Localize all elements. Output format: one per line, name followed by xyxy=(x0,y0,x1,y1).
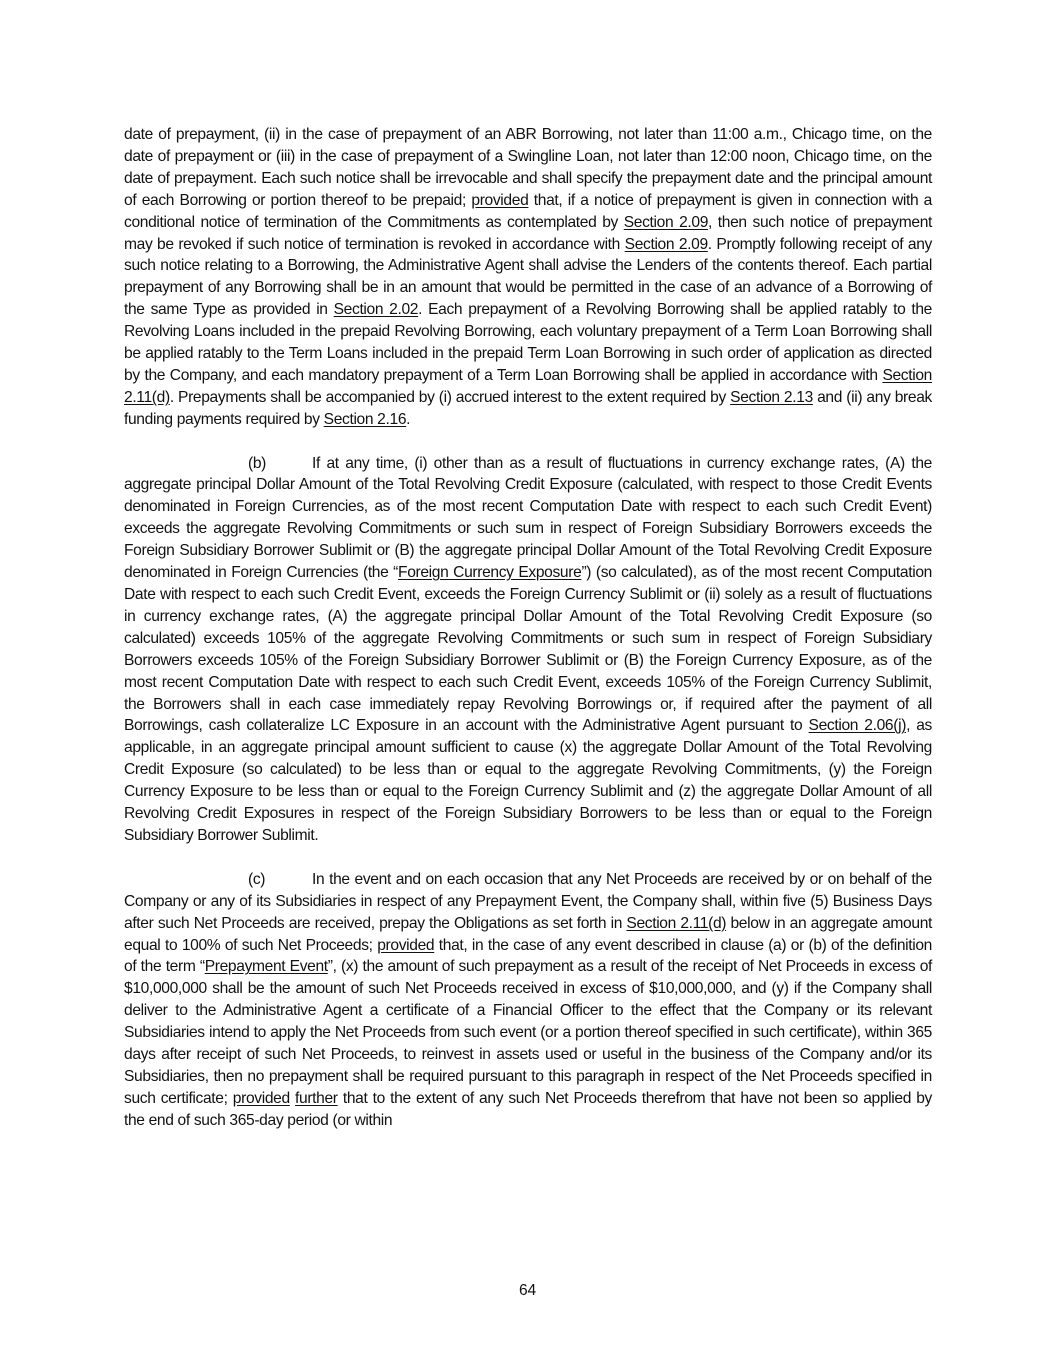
text-run: that to the extent of any such Net Proceeds therefrom that have not been so applied by the end of such 365-day period (or within xyxy=(124,1089,932,1129)
paragraph-label: (c) xyxy=(248,870,266,888)
page-number: 64 xyxy=(519,1282,536,1299)
section-reference: Section 2.16 xyxy=(323,410,407,428)
text-run: . Prepayments shall be accompanied by (i) accrued interest to the extent required by xyxy=(169,388,731,406)
defined-term: Prepayment Event xyxy=(204,958,328,976)
paragraph-label: (b) xyxy=(248,454,267,472)
underlined-term: provided xyxy=(377,936,435,954)
text-run: and (ii) any break funding payments required by xyxy=(124,388,932,428)
text-run: . Each prepayment of a Revolving Borrowing shall be applied ratably to the Revolving Loans included in the prepaid Revolving Borrowing, each voluntary prepayment of a Term Loan Borrowing shall be applied ratably to the Term Loans included in the prepaid Term Loan Borrowing in such order of application as directed by the Company, and each mandatory prepayment of a Term Loan Borrowing shall be applied in accordance with xyxy=(124,301,933,384)
text-run: ”) (so calculated), as of the most recent Computation Date with respect to each such Credit Event, exceeds the Foreign Currency Sublimit or (ii) solely as a result of fluctuations in currency exchange rates, (A) the aggregate principal Dollar Amount of the Total Revolving Credit Exposure (so calculated) exceeds 105% of the aggregate Revolving Commitments or such sum in respect of Foreign Subsidiary Borrowers exceeds 105% of the Foreign Subsidiary Borrower Sublimit or (B) the Foreign Currency Exposure, as of the most recent Computation Date with respect to each such Credit Event, exceeds 105% of the Foreign Currency Sublimit, the Borrowers shall in each case immediately repay Revolving Borrowings or, if required after the payment of all Borrowings, cash collateralize LC Exposure in an account with the Administrative Agent pursuant to xyxy=(124,564,932,735)
section-reference: Section 2.11(d) xyxy=(626,914,727,932)
paragraph-gap xyxy=(124,847,932,869)
section-reference: Section 2.13 xyxy=(730,388,813,406)
section-reference: Section 2.11(d) xyxy=(124,366,932,406)
text-run: , as applicable, in an aggregate principal amount sufficient to cause (x) the aggregate Dollar Amount of the Total Revolving Credit Exposure (so calculated) to be less than or equal to the aggregate Revolving Commitments, (y) the Foreign Currency Exposure to be less than or equal to the Foreign Currency Sublimit and (z) the aggregate Dollar Amount of all Revolving Credit Exposures in respect of the Foreign Subsidiary Borrowers to be less than or equal to the Foreign Subsidiary Borrower Sublimit. xyxy=(124,717,933,844)
section-reference: Section 2.09 xyxy=(623,213,709,231)
text-run: below in an aggregate amount equal to 100% of such Net Proceeds; xyxy=(124,914,933,954)
text-run: that, if a notice of prepayment is given in connection with a conditional notice of termination of the Commitments as contemplated by xyxy=(124,191,932,231)
defined-term: Foreign Currency Exposure xyxy=(398,564,582,582)
document-page xyxy=(124,124,932,1132)
text-run: that, in the case of any event described in clause (a) or (b) of the definition of the term “ xyxy=(124,936,932,976)
text-run: . xyxy=(406,410,411,428)
section-reference: Section 2.06(j) xyxy=(808,717,907,735)
text-run: If at any time, (i) other than as a result of fluctuations in currency exchange rates, (A) the aggregate principal Dollar Amount of the Total Revolving Credit Exposure (calculated, with respect to those Credit Events denominated in Foreign Currencies, as of the most recent Computation Date with respect to each such Credit Event) exceeds the aggregate Revolving Commitments or such sum in respect of Foreign Subsidiary Borrowers exceeds the Foreign Subsidiary Borrower Sublimit or (B) the aggregate principal Dollar Amount of the Total Revolving Credit Exposure denominated in Foreign Currencies (the “ xyxy=(124,454,932,582)
paragraph-gap xyxy=(124,431,932,453)
paragraph-c xyxy=(124,869,932,1132)
underlined-term: provided xyxy=(471,191,529,209)
underlined-term: provided xyxy=(232,1089,290,1107)
text-run: In the event and on each occasion that any Net Proceeds are received by or on behalf of the Company or any of its Subsidiaries in respect of any Prepayment Event, the Company shall, within five (5) Business Days after such Net Proceeds are received, prepay the Obligations as set forth in xyxy=(124,870,932,932)
paragraph-a-continued xyxy=(124,124,932,431)
text-run: ”, (x) the amount of such prepayment as a result of the receipt of Net Proceeds in excess of $10,000,000 shall be the amount of such Net Proceeds received in excess of $10,000,000, and (y) if the Company shall deliver to the Administrative Agent a certificate of a Financial Officer to the effect that the Company or its relevant Subsidiaries intend to apply the Net Proceeds from such event (or a portion thereof specified in such certificate), within 365 days after receipt of such Net Proceeds, to reinvest in assets used or useful in the business of the Company and/or its Subsidiaries, then no prepayment shall be required pursuant to this paragraph in respect of the Net Proceeds specified in such certificate; xyxy=(124,958,932,1107)
text-run: . Promptly following receipt of any such notice relating to a Borrowing, the Administrative Agent shall advise the Lenders of the contents thereof. Each partial prepayment of any Borrowing shall be in an amount that would be permitted in the case of an advance of a Borrowing of the same Type as provided in xyxy=(124,235,932,319)
section-reference: Section 2.02 xyxy=(333,301,419,319)
text-run: , then such notice of prepayment may be revoked if such notice of termination is revoked in accordance with xyxy=(124,213,933,253)
section-reference: Section 2.09 xyxy=(624,235,708,253)
text-run: date of prepayment, (ii) in the case of prepayment of an ABR Borrowing, not later than 11:00 a.m., Chicago time, on the date of prepayment or (iii) in the case of prepayment of a Swingline Loan, not later than 12:00 noon, Chicago time, on the date of prepayment. Each such notice shall be irrevocable and shall specify the prepayment date and the principal amount of each Borrowing or portion thereof to be prepaid; xyxy=(124,126,932,209)
underlined-term: further xyxy=(295,1089,338,1107)
paragraph-b xyxy=(124,453,932,847)
